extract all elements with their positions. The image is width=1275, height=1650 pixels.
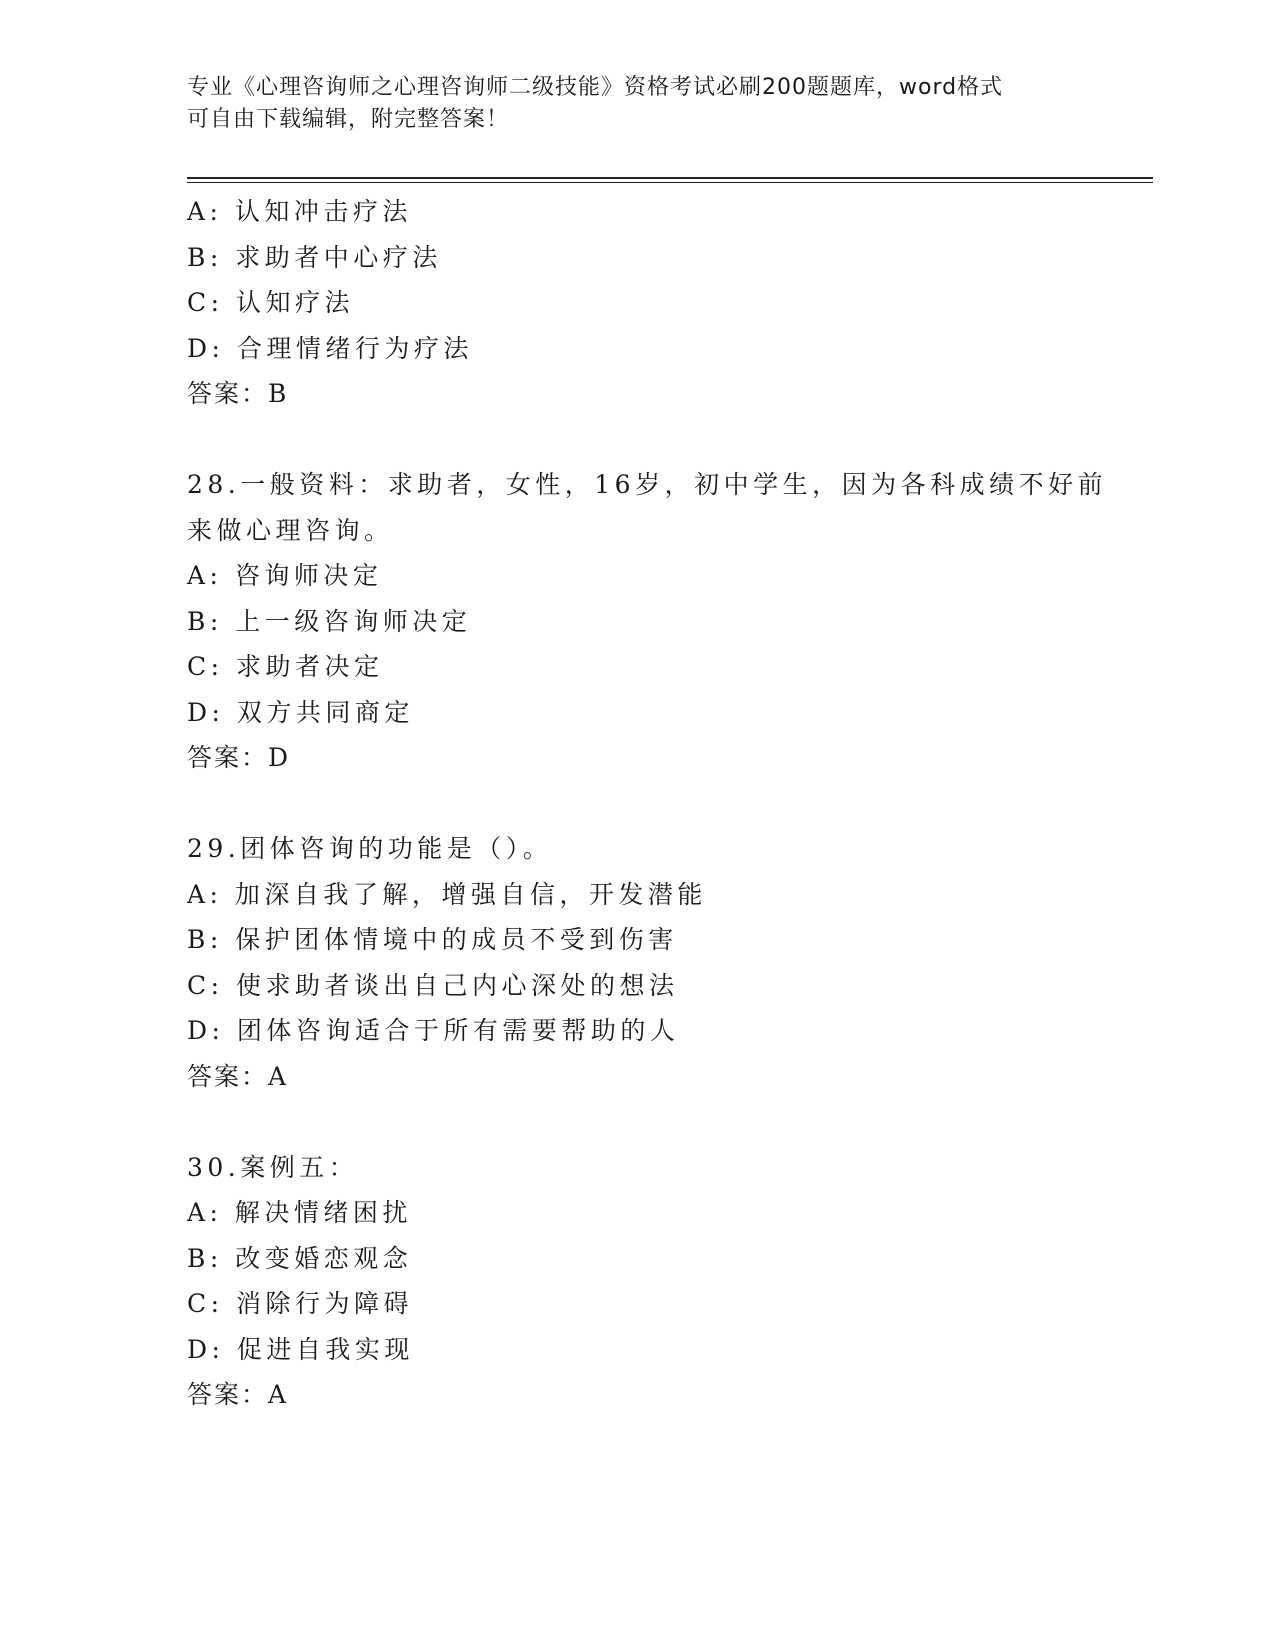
option-a: A: 咨询师决定 xyxy=(187,561,383,590)
option-d: D: 团体咨询适合于所有需要帮助的人 xyxy=(187,1016,680,1045)
answer-line: 答案：B xyxy=(187,379,289,408)
question-stem: 30.案例五： xyxy=(187,1152,359,1182)
option-a: A: 解决情绪困扰 xyxy=(187,1198,412,1227)
option-c: C: 认知疗法 xyxy=(187,288,354,317)
option-b: B: 求助者中心疗法 xyxy=(187,242,442,272)
question-block xyxy=(187,462,1147,781)
option-a: A: 认知冲击疗法 xyxy=(187,197,412,226)
header-line-2: 可自由下载编辑，附完整答案！ xyxy=(187,107,510,132)
option-c: C: 使求助者谈出自己内心深处的想法 xyxy=(187,970,679,1000)
header-line-1: 专业《心理咨询师之心理咨询师二级技能》资格考试必刷200题题库，word格式 xyxy=(187,75,1004,100)
header-divider-thin xyxy=(187,182,1153,183)
question-list xyxy=(187,189,1147,1418)
answer-line: 答案：D xyxy=(187,743,291,772)
question-stem: 29.团体咨询的功能是（）。 xyxy=(187,834,553,863)
question-block xyxy=(187,189,1147,417)
option-c: C: 求助者决定 xyxy=(187,652,384,681)
option-c: C: 消除行为障碍 xyxy=(187,1289,413,1318)
question-stem: 28.一般资料：求助者，女性，16岁，初中学生，因为各科成绩不好前 xyxy=(187,470,1108,499)
question-stem: 来做心理咨询。 xyxy=(187,515,394,545)
question-block xyxy=(187,826,1147,1099)
header-divider-thick xyxy=(187,177,1153,179)
option-b: B: 上一级咨询师决定 xyxy=(187,606,472,636)
option-d: D: 双方共同商定 xyxy=(187,697,414,727)
question-block xyxy=(187,1145,1147,1418)
answer-line: 答案：A xyxy=(187,1061,289,1091)
option-b: B: 保护团体情境中的成员不受到伤害 xyxy=(187,925,678,954)
option-a: A: 加深自我了解，增强自信，开发潜能 xyxy=(187,879,707,909)
answer-line: 答案：A xyxy=(187,1380,289,1409)
option-d: D: 合理情绪行为疗法 xyxy=(187,333,473,363)
option-d: D: 促进自我实现 xyxy=(187,1334,414,1364)
document-header xyxy=(187,72,1067,136)
option-b: B: 改变婚恋观念 xyxy=(187,1243,413,1273)
